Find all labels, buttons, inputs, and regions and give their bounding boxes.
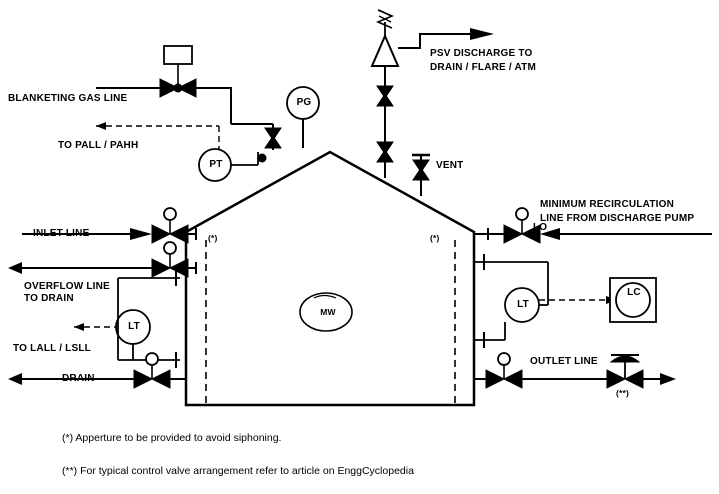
label-overflow-line: OVERFLOW LINE	[24, 281, 110, 292]
vent-assembly	[412, 155, 430, 196]
lc-controller	[610, 278, 656, 322]
manway-tag: MW	[320, 307, 336, 317]
lt-right-assembly	[474, 254, 548, 348]
instrument-lc-tag: LC	[627, 287, 641, 298]
note-control-valve: (**) For typical control valve arrangement refer to article on EnggCyclopedia	[62, 465, 414, 477]
label-min-recirc-line2: LINE FROM DISCHARGE PUMP	[540, 213, 695, 224]
label-lo-valve: LO	[533, 222, 548, 233]
label-to-lall-lsll: TO LALL / LSLL	[13, 343, 91, 354]
label-min-recirc-line1: MINIMUM RECIRCULATION	[540, 199, 674, 210]
annotation-asterisk-right: (*)	[430, 233, 440, 243]
label-vent: VENT	[436, 160, 464, 171]
note-siphoning: (*) Apperture to be provided to avoid siphoning.	[62, 432, 282, 444]
annotation-asterisk-valve: (**)	[616, 388, 630, 398]
psv-assembly	[372, 10, 494, 178]
label-drain: DRAIN	[62, 373, 95, 384]
annotation-asterisk-left: (*)	[208, 233, 218, 243]
label-outlet-line: OUTLET LINE	[530, 356, 598, 367]
instrument-pg-tag: PG	[296, 97, 312, 108]
overflow-line	[8, 242, 196, 277]
instrument-pt-tag: PT	[209, 159, 223, 170]
label-psv-discharge-line2: DRAIN / FLARE / ATM	[430, 62, 537, 73]
label-to-drain: TO DRAIN	[24, 293, 74, 304]
tank-vessel	[186, 152, 474, 405]
lt-left-assembly	[116, 270, 180, 368]
instrument-lt-left-tag: LT	[128, 321, 140, 332]
label-psv-discharge-line1: PSV DISCHARGE TO	[430, 48, 533, 59]
blanketing-gas-line	[96, 46, 273, 124]
label-inlet-line: INLET LINE	[33, 228, 90, 239]
drain-line	[8, 353, 186, 388]
label-to-pall-pahh: TO PALL / PAHH	[58, 140, 139, 151]
instrument-lt-right-tag: LT	[517, 299, 529, 310]
label-blanketing-gas-line: BLANKETING GAS LINE	[8, 93, 128, 104]
